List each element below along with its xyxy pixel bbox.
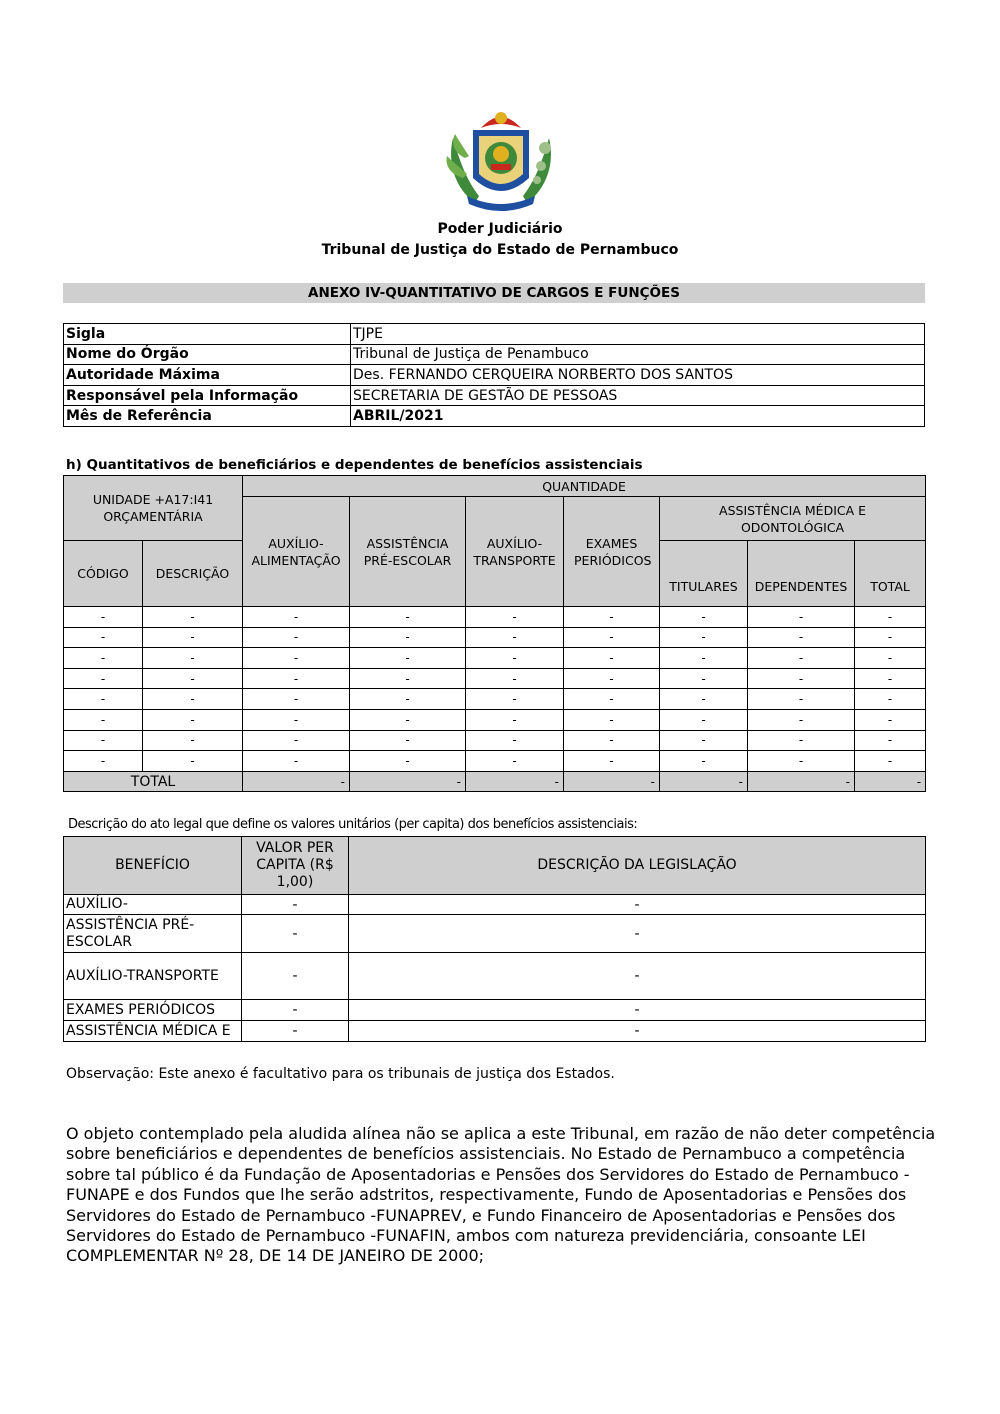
table-row [64,648,926,669]
total-cell: - [660,771,748,792]
table-cell: - [350,607,466,628]
table-cell: - [243,648,350,669]
info-row [64,406,925,427]
table-cell: - [466,668,564,689]
legal-beneficio: ASSISTÊNCIA PRÉ-ESCOLAR [64,915,242,953]
table-cell: - [143,648,243,669]
info-label: Responsável pela Informação [64,385,351,406]
observation-note: Observação: Este anexo é facultativo para os tribunais de justiça dos Estados. [66,1066,615,1082]
table-cell: - [564,607,660,628]
table-row [64,709,926,730]
legal-beneficio: ASSISTÊNCIA MÉDICA E [64,1021,242,1042]
table-cell: - [855,689,926,710]
total-cell: - [466,771,564,792]
table-cell: - [350,689,466,710]
table-cell: - [855,607,926,628]
legal-row [64,1000,926,1021]
table-row [64,751,926,772]
explanatory-paragraph: O objeto contemplado pela aludida alínea não se aplica a este Tribunal, em razão de não deter competência sobre beneficiários e dependentes de benefícios assistenciais. No Estado de Pernambuco a competência sobre tal público é da Fundação de Aposentadorias e Pensões dos Servidores do Estado de Pernambuco -FUNAPE e dos Fundos que lhe serão adstritos, respectivamente, Fundo de Aposentadorias e Pensões dos Servidores do Estado de Pernambuco -FUNAPREV, e Fundo Financeiro de Aposentadorias e Pensões dos Servidores do Estado de Pernambuco -FUNAFIN, ambos com natureza previdenciária, consoante LEI COMPLEMENTAR Nº 28, DE 14 DE JANEIRO DE 2000; [66,1124,936,1266]
table-cell: - [64,730,143,751]
header-tribunal: Tribunal de Justiça do Estado de Pernambuco [321,242,679,258]
unit-header: UNIDADE +A17:I41 ORÇAMENTÁRIA [64,476,243,541]
shield [473,130,529,191]
legal-table [63,836,926,1042]
legal-descricao: - [349,895,926,915]
table-cell: - [466,709,564,730]
table-cell: - [243,607,350,628]
legal-descricao: - [349,953,926,1000]
table-cell: - [350,627,466,648]
col-descricao: DESCRIÇÃO [143,541,243,607]
legal-valor: - [242,915,349,953]
table-cell: - [64,689,143,710]
total-label: TOTAL [64,771,243,792]
table-cell: - [143,709,243,730]
table-cell: - [243,668,350,689]
table-cell: - [466,689,564,710]
table-cell: - [243,751,350,772]
header-poder-judiciario: Poder Judiciário [437,221,563,237]
table-cell: - [64,668,143,689]
table-cell: - [660,668,748,689]
table-cell: - [748,709,855,730]
quantity-header: QUANTIDADE [243,476,926,497]
col-descricao-legislacao: DESCRIÇÃO DA LEGISLAÇÃO [349,837,926,895]
table-cell: - [748,607,855,628]
table-row [64,668,926,689]
table-cell: - [748,751,855,772]
table-cell: - [660,730,748,751]
table-cell: - [748,648,855,669]
legal-row [64,915,926,953]
table-cell: - [64,607,143,628]
col-auxilio-transporte: AUXÍLIO-TRANSPORTE [466,497,564,607]
total-cell: - [855,771,926,792]
col-valor-per-capita: VALOR PER CAPITA (R$ 1,00) [242,837,349,895]
table-cell: - [564,668,660,689]
info-row [64,344,925,365]
table-cell: - [748,689,855,710]
legal-valor: - [242,1000,349,1021]
table-cell: - [466,730,564,751]
table-cell: - [143,689,243,710]
table-cell: - [748,627,855,648]
table-cell: - [350,730,466,751]
table-cell: - [660,751,748,772]
table-cell: - [243,689,350,710]
coat-of-arms-emblem [445,108,557,212]
table-cell: - [660,607,748,628]
table-cell: - [748,668,855,689]
info-value: Tribunal de Justiça de Penambuco [351,344,925,365]
info-label: Autoridade Máxima [64,365,351,386]
table-cell: - [243,627,350,648]
table-cell: - [350,751,466,772]
table-row [64,627,926,648]
info-label: Mês de Referência [64,406,351,427]
table-cell: - [660,627,748,648]
legal-descricao: - [349,1000,926,1021]
table-cell: - [350,648,466,669]
table-cell: - [855,627,926,648]
table-cell: - [466,648,564,669]
table-cell: - [660,689,748,710]
table-cell: - [748,730,855,751]
table-cell: - [855,709,926,730]
beneficiaries-table [63,475,926,792]
table-cell: - [564,751,660,772]
table-cell: - [564,709,660,730]
info-row [64,385,925,406]
annex-title: ANEXO IV-QUANTITATIVO DE CARGOS E FUNÇÕES [63,283,925,303]
total-cell: - [350,771,466,792]
info-value: TJPE [351,324,925,345]
table-cell: - [855,648,926,669]
table-cell: - [564,689,660,710]
info-row [64,324,925,345]
info-value: Des. FERNANDO CERQUEIRA NORBERTO DOS SANTOS [351,365,925,386]
info-row [64,365,925,386]
legal-descricao: - [349,915,926,953]
legal-valor: - [242,1021,349,1042]
table-cell: - [243,730,350,751]
medical-header: ASSISTÊNCIA MÉDICA E ODONTOLÓGICA [660,497,926,541]
info-value: ABRIL/2021 [351,406,925,427]
col-beneficio: BENEFÍCIO [64,837,242,895]
col-dependentes: DEPENDENTES [748,541,855,607]
table-cell: - [64,751,143,772]
legal-valor: - [242,895,349,915]
legal-beneficio: AUXÍLIO-TRANSPORTE [64,953,242,1000]
table-cell: - [243,709,350,730]
legal-valor: - [242,953,349,1000]
col-auxilio-alimentacao: AUXÍLIO-ALIMENTAÇÃO [243,497,350,607]
table-cell: - [660,648,748,669]
table-cell: - [350,668,466,689]
table-cell: - [564,730,660,751]
info-table [63,323,925,427]
total-cell: - [243,771,350,792]
legal-row [64,1021,926,1042]
col-titulares: TITULARES [660,541,748,607]
info-value: SECRETARIA DE GESTÃO DE PESSOAS [351,385,925,406]
info-label: Sigla [64,324,351,345]
legal-beneficio: EXAMES PERIÓDICOS [64,1000,242,1021]
table-cell: - [143,627,243,648]
table-cell: - [143,730,243,751]
total-row [64,771,926,792]
col-exames-periodicos: EXAMES PERIÓDICOS [564,497,660,607]
col-total: TOTAL [855,541,926,607]
table-cell: - [466,607,564,628]
table-cell: - [466,751,564,772]
table-cell: - [64,627,143,648]
table-cell: - [855,751,926,772]
legal-row [64,895,926,915]
table-cell: - [64,709,143,730]
table-cell: - [143,668,243,689]
col-assistencia-pre-escolar: ASSISTÊNCIA PRÉ-ESCOLAR [350,497,466,607]
table-cell: - [855,668,926,689]
table-row [64,730,926,751]
info-label: Nome do Órgão [64,344,351,365]
col-codigo: CÓDIGO [64,541,143,607]
table-row [64,607,926,628]
table-cell: - [64,648,143,669]
crown-star [481,112,521,128]
legal-caption: Descrição do ato legal que define os valores unitários (per capita) dos benefícios assistenciais: [68,817,638,832]
total-cell: - [564,771,660,792]
table-cell: - [466,627,564,648]
total-cell: - [748,771,855,792]
section-h-title: h) Quantitativos de beneficiários e dependentes de benefícios assistenciais [66,457,643,473]
table-cell: - [143,751,243,772]
table-cell: - [855,730,926,751]
table-cell: - [350,709,466,730]
legal-descricao: - [349,1021,926,1042]
table-cell: - [143,607,243,628]
legal-beneficio: AUXÍLIO- [64,895,242,915]
table-row [64,689,926,710]
table-cell: - [564,627,660,648]
legal-row [64,953,926,1000]
table-cell: - [564,648,660,669]
table-cell: - [660,709,748,730]
